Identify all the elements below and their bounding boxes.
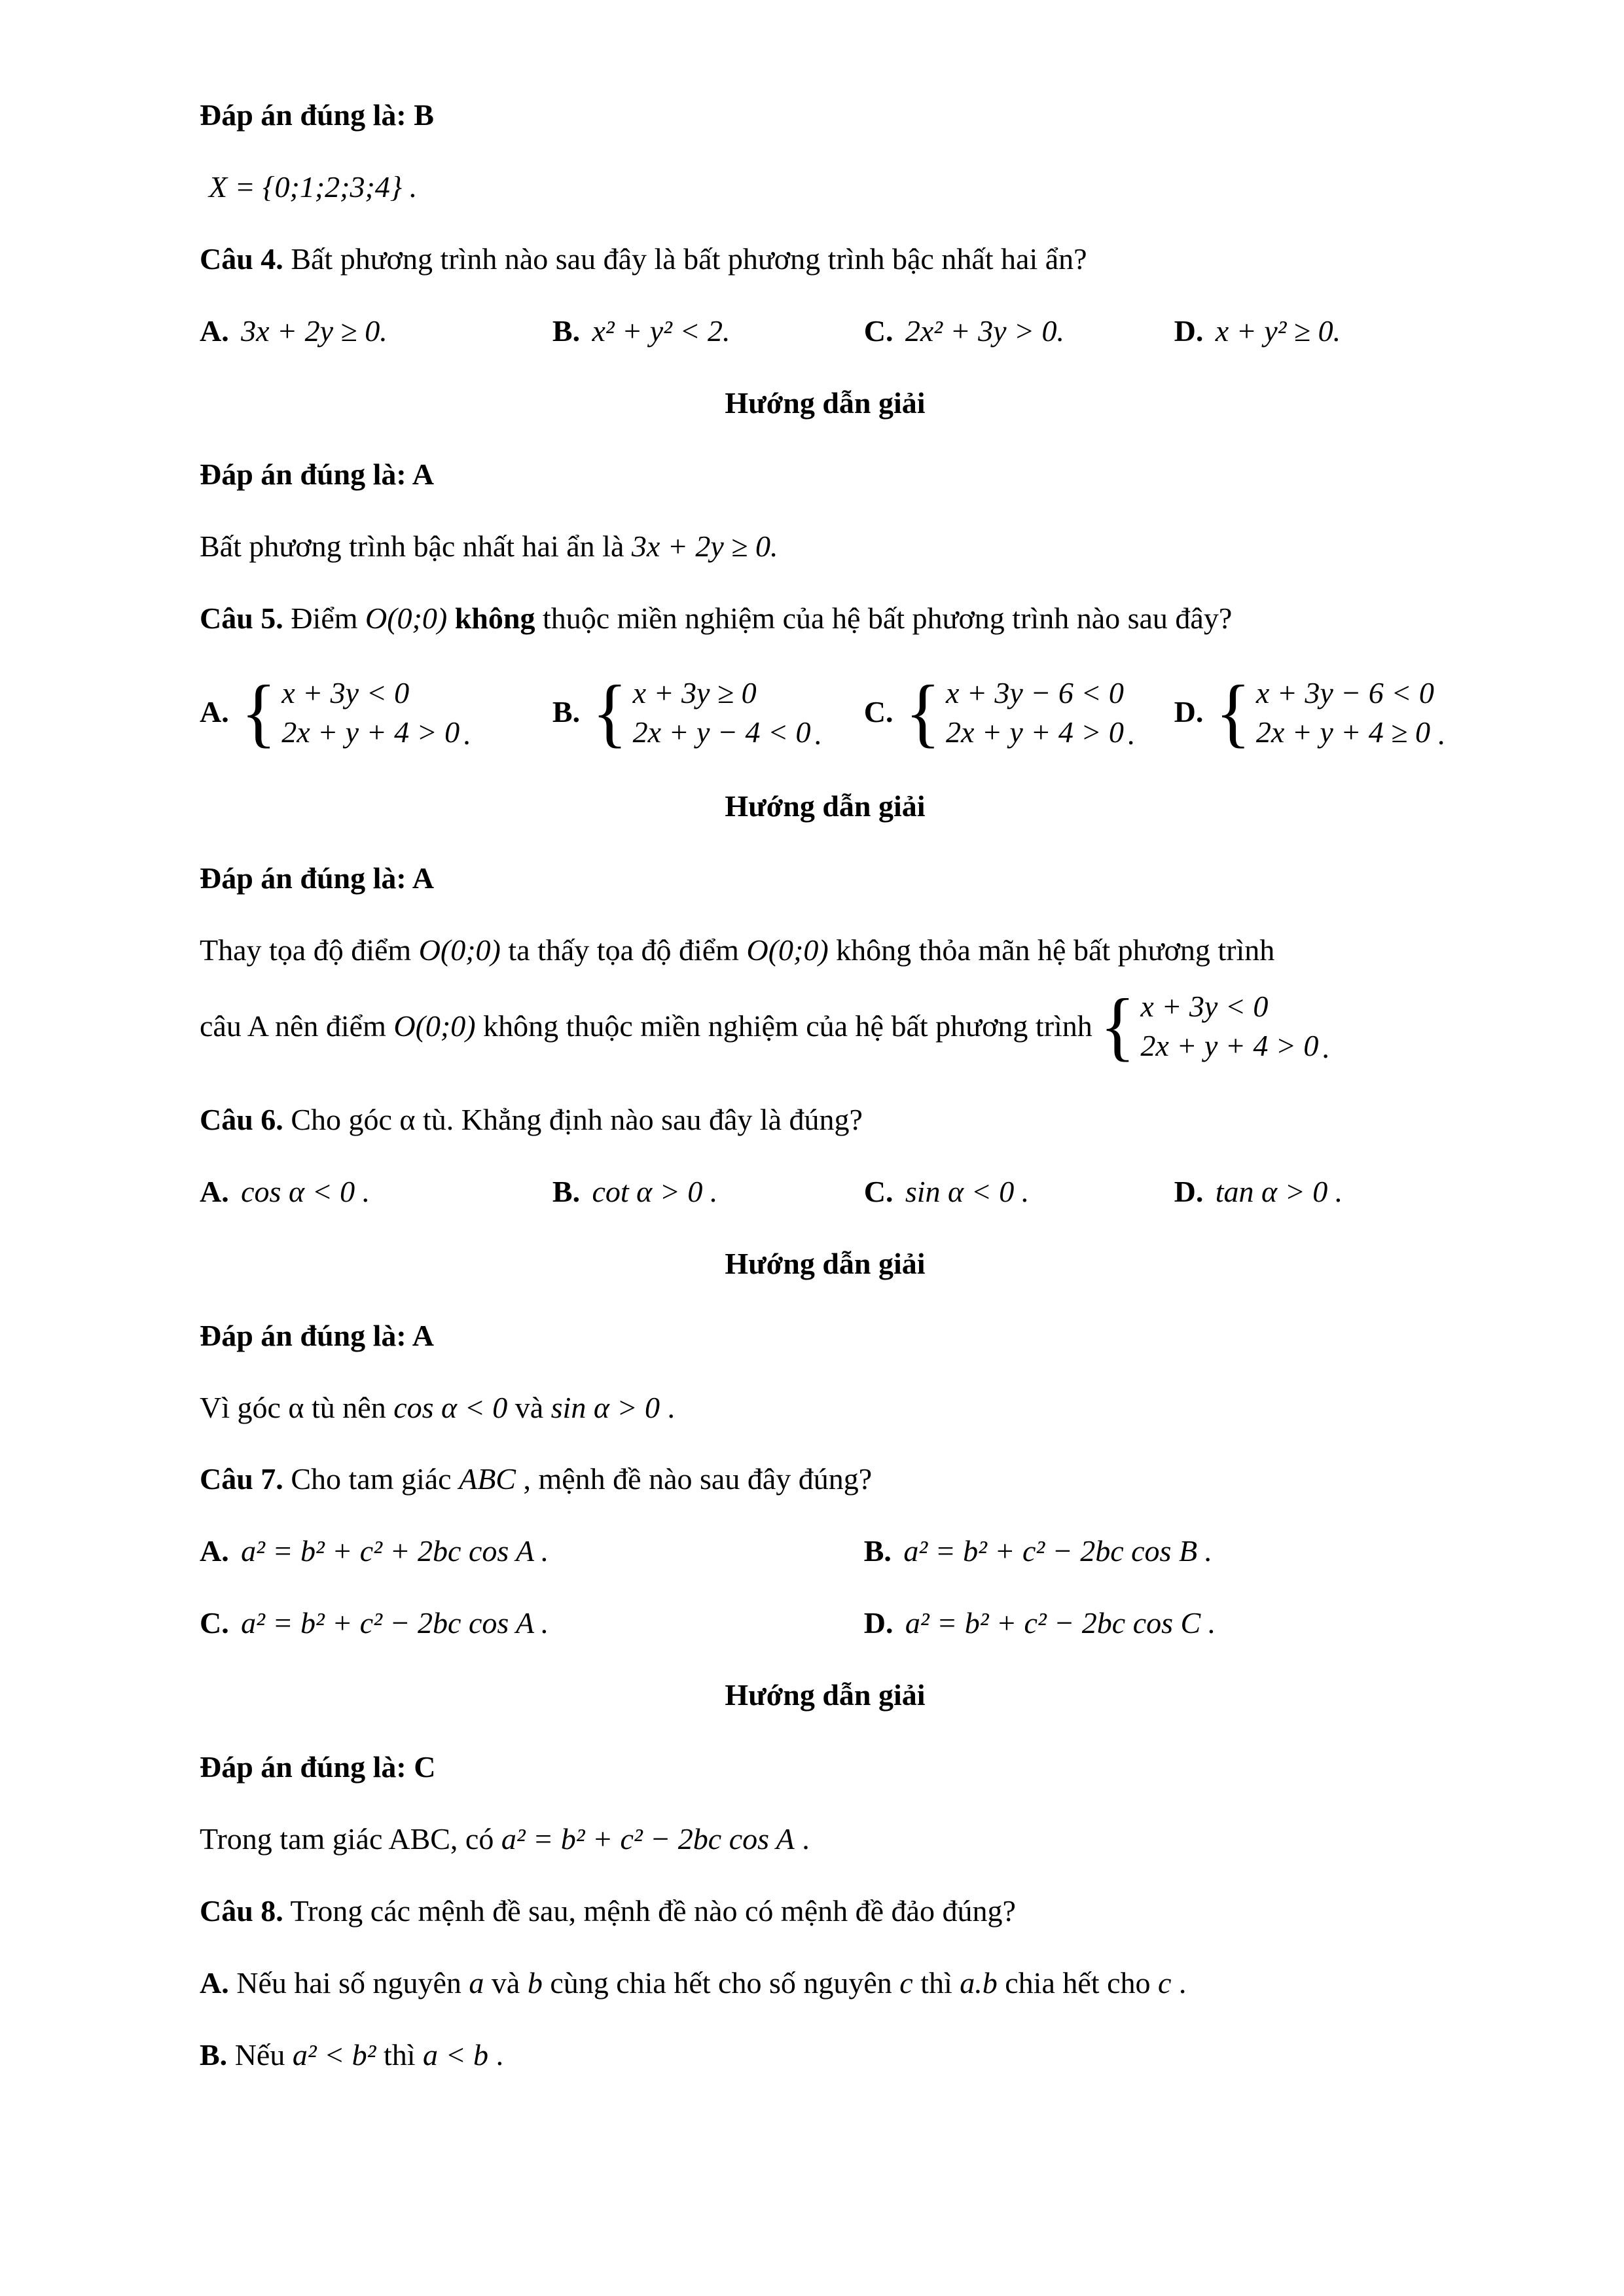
solution-text: . (794, 1821, 810, 1856)
inequality-system (1100, 984, 1329, 1069)
option-a-math: cos α < 0 . (241, 1174, 370, 1208)
solution-text: Vì góc α tù nên (200, 1390, 394, 1424)
solution-text: không thuộc miền nghiệm của hệ bất phương trình (475, 1009, 1100, 1043)
option-b-label: B. (552, 695, 581, 729)
inequality-system (905, 670, 1135, 755)
guide-heading: Hướng dẫn giải (725, 386, 926, 420)
system-line-1: x + 3y < 0 (1140, 990, 1269, 1024)
question-6-label: Câu 6. (200, 1102, 283, 1136)
option-c (200, 1606, 864, 1641)
option-math: b (527, 1965, 543, 2000)
option-c (863, 670, 1174, 755)
option-d (864, 1606, 1451, 1641)
solution-math: cos α < 0 (393, 1390, 508, 1424)
option-d-label: D. (863, 1606, 893, 1640)
solution-math: O(0;0) (746, 933, 829, 967)
option-math: c (899, 1965, 913, 2000)
question-8-text: Trong các mệnh đề sau, mệnh đề nào có mệnh đề đảo đúng? (283, 1893, 1016, 1928)
question-8-stem (200, 1894, 1451, 1929)
system-lines (1140, 987, 1318, 1066)
solution-math: a² = b² + c² − 2bc cos A (501, 1821, 795, 1856)
question-5-options (200, 670, 1451, 755)
option-math: c (1158, 1965, 1172, 2000)
brace-icon: { (1215, 670, 1251, 755)
option-c-math: a² = b² + c² − 2bc cos A . (241, 1606, 549, 1640)
answer-correct-statement: Đáp án đúng là: A (200, 861, 434, 895)
option-text: thì (912, 1965, 960, 2000)
option-c-label: C. (863, 1174, 893, 1208)
option-text: . (488, 2037, 504, 2072)
question-5-label: Câu 5. (200, 601, 283, 636)
solution-text: . (660, 1390, 676, 1424)
period: . (814, 717, 822, 751)
option-b (552, 314, 864, 349)
option-a (200, 314, 552, 349)
question-5-stem (200, 601, 1451, 636)
option-a (200, 670, 552, 755)
option-math: a.b (960, 1965, 998, 2000)
inequality-system (592, 670, 822, 755)
guide-heading: Hướng dẫn giải (725, 1678, 926, 1712)
question-6-options (200, 1175, 1451, 1210)
period: . (463, 717, 471, 751)
option-b (552, 1175, 864, 1210)
inequality-system (241, 670, 471, 755)
option-d-label: D. (1174, 1174, 1204, 1208)
question-7-stem (200, 1462, 1451, 1497)
system-line-1: x + 3y ≥ 0 (632, 676, 757, 710)
inequality-system (1215, 670, 1445, 755)
question-7-solution (200, 1822, 1451, 1857)
option-b-label: B. (200, 2037, 228, 2072)
question-7-label: Câu 7. (200, 1462, 283, 1496)
option-a-math: 3x + 2y ≥ 0. (241, 314, 388, 348)
option-c-math: sin α < 0 . (905, 1174, 1030, 1208)
option-d (1174, 314, 1451, 349)
solution-math: O(0;0) (393, 1009, 476, 1043)
option-d-math: a² = b² + c² − 2bc cos C . (905, 1606, 1216, 1640)
option-text: Nếu (227, 2037, 293, 2072)
option-a-math: a² = b² + c² + 2bc cos A . (241, 1534, 549, 1568)
question-5-solution-line2 (200, 984, 1451, 1069)
question-6-solution (200, 1391, 1451, 1426)
option-text: Nếu hai số nguyên (228, 1965, 469, 2000)
option-a (200, 1175, 552, 1210)
question-4-solution (200, 529, 1451, 564)
guide-heading: Hướng dẫn giải (725, 1246, 926, 1280)
option-text: thì (376, 2037, 424, 2072)
option-d-math: x + y² ≥ 0. (1215, 314, 1341, 348)
option-a-label: A. (200, 314, 229, 348)
period: . (1322, 1031, 1329, 1065)
option-math: a² < b² (292, 2037, 376, 2072)
guide-heading: Hướng dẫn giải (725, 789, 926, 823)
option-a-label: A. (200, 1965, 229, 2000)
option-text: . (1171, 1965, 1187, 2000)
question-4-options (200, 314, 1451, 349)
question-5-solution-line1 (200, 933, 1451, 968)
brace-icon: { (241, 670, 277, 755)
option-b (552, 670, 864, 755)
answer-correct-statement: Đáp án đúng là: A (200, 1318, 434, 1352)
stem-math: ABC (459, 1462, 516, 1496)
option-c-math: 2x² + 3y > 0. (905, 314, 1065, 348)
solution-math: 3x + 2y ≥ 0. (631, 529, 778, 564)
option-a (200, 1534, 864, 1569)
option-a-label: A. (200, 1174, 229, 1208)
system-line-1: x + 3y < 0 (281, 676, 410, 710)
option-d (1174, 670, 1451, 755)
option-d-label: D. (1174, 695, 1204, 729)
stem-bold-word: không (447, 601, 535, 636)
question-7-options-row1 (200, 1534, 1451, 1569)
question-4-stem (200, 242, 1451, 277)
stem-text: Điểm (283, 601, 366, 636)
option-b (864, 1534, 1451, 1569)
solution-text: Thay tọa độ điểm (200, 933, 419, 967)
question-4-label: Câu 4. (200, 242, 283, 276)
option-c (864, 314, 1174, 349)
question-8-option-a (200, 1966, 1451, 2001)
solution-text: Bất phương trình bậc nhất hai ẩn là (200, 529, 632, 564)
brace-icon: { (905, 670, 941, 755)
question-8-option-b (200, 2038, 1451, 2073)
option-text: cùng chia hết cho số nguyên (542, 1965, 900, 2000)
system-line-2: 2x + y + 4 > 0 (1140, 1029, 1319, 1063)
option-b-math: cot α > 0 . (592, 1174, 718, 1208)
brace-icon: { (1100, 984, 1136, 1069)
option-b-label: B. (863, 1534, 892, 1568)
option-b-math: a² = b² + c² − 2bc cos B . (903, 1534, 1213, 1568)
option-text: chia hết cho (997, 1965, 1158, 2000)
question-7-options-row2 (200, 1606, 1451, 1641)
question-6-stem (200, 1103, 1451, 1138)
solution-text: câu A nên điểm (200, 1009, 394, 1043)
system-line-1: x + 3y − 6 < 0 (1255, 676, 1434, 710)
option-text: và (484, 1965, 528, 2000)
system-lines (281, 673, 460, 752)
system-line-2: 2x + y + 4 > 0 (281, 715, 460, 749)
answer-correct-statement: Đáp án đúng là: C (200, 1750, 436, 1784)
option-c (864, 1175, 1174, 1210)
option-a-label: A. (200, 695, 229, 729)
system-line-2: 2x + y + 4 ≥ 0 (1255, 715, 1431, 749)
option-math: a < b (423, 2037, 489, 2072)
solution-text: và (507, 1390, 551, 1424)
solution-math: sin α > 0 (550, 1390, 660, 1424)
period: . (1437, 717, 1445, 751)
option-b-label: B. (552, 314, 581, 348)
option-b-math: x² + y² < 2. (592, 314, 731, 348)
system-line-1: x + 3y − 6 < 0 (945, 676, 1124, 710)
stem-text: thuộc miền nghiệm của hệ bất phương trình nào sau đây? (535, 601, 1233, 636)
option-b-label: B. (552, 1174, 581, 1208)
system-line-2: 2x + y − 4 < 0 (632, 715, 811, 749)
option-a-label: A. (200, 1534, 229, 1568)
system-lines (633, 673, 811, 752)
set-x-expression: X = {0;1;2;3;4} . (209, 170, 418, 204)
answer-correct-statement: Đáp án đúng là: A (200, 457, 434, 492)
brace-icon: { (592, 670, 628, 755)
stem-text: , mệnh đề nào sau đây đúng? (515, 1462, 873, 1496)
solution-text: ta thấy tọa độ điểm (500, 933, 747, 967)
system-line-2: 2x + y + 4 > 0 (945, 715, 1124, 749)
period: . (1127, 717, 1135, 751)
option-c-label: C. (863, 695, 893, 729)
question-6-text: Cho góc α tù. Khẳng định nào sau đây là đúng? (283, 1102, 863, 1136)
option-math: a (469, 1965, 484, 2000)
answer-correct-statement: Đáp án đúng là: B (200, 98, 434, 132)
solution-math: O(0;0) (418, 933, 501, 967)
option-d-math: tan α > 0 . (1215, 1174, 1343, 1208)
question-8-label: Câu 8. (200, 1893, 283, 1928)
system-lines (946, 673, 1124, 752)
option-d-label: D. (1174, 314, 1204, 348)
solution-text: không thỏa mãn hệ bất phương trình (828, 933, 1275, 967)
system-lines (1256, 673, 1434, 752)
question-4-text: Bất phương trình nào sau đây là bất phương trình bậc nhất hai ẩn? (283, 242, 1087, 276)
solution-text: Trong tam giác ABC, có (200, 1821, 501, 1856)
stem-math: O(0;0) (365, 601, 448, 636)
option-d (1174, 1175, 1451, 1210)
option-c-label: C. (863, 314, 893, 348)
stem-text: Cho tam giác (283, 1462, 460, 1496)
option-c-label: C. (200, 1606, 229, 1640)
